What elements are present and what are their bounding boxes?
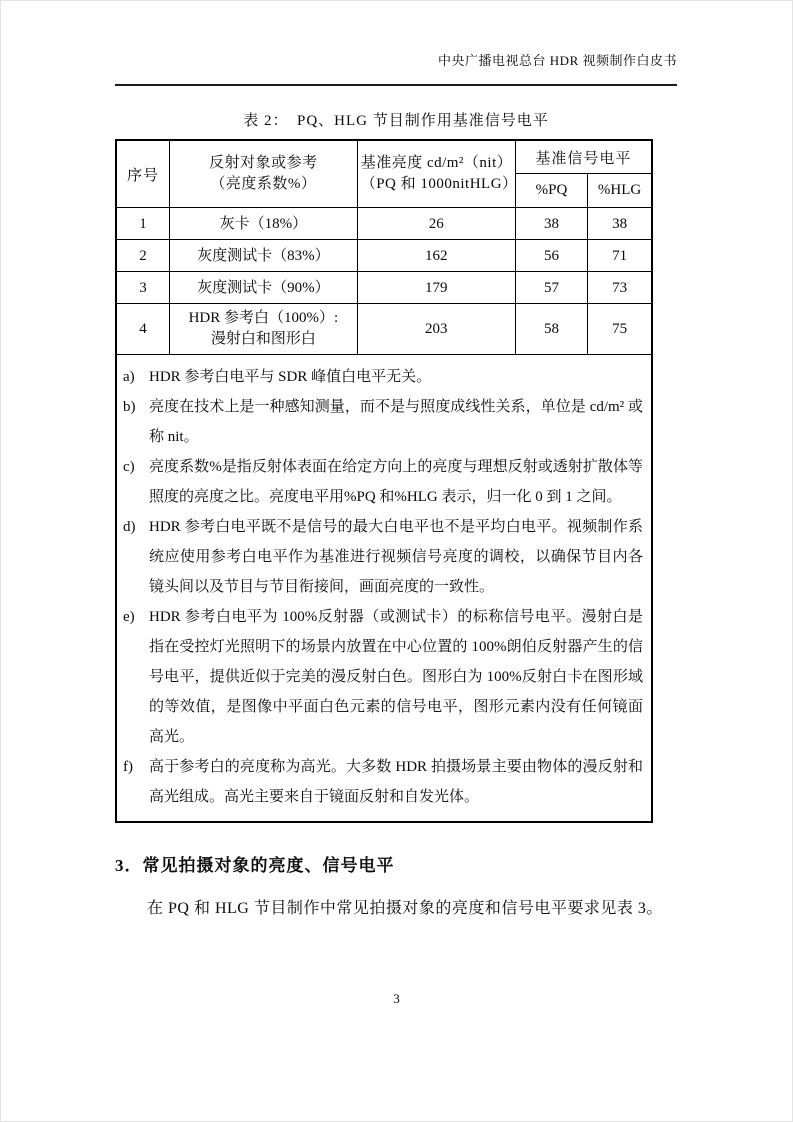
cell-object (170, 304, 358, 355)
col-header-luminance-line1: 基准亮度 cd/m²（nit） (360, 155, 513, 171)
cell-no: 2 (116, 240, 170, 272)
col-header-object-line1: 反射对象或参考 (209, 155, 318, 171)
cell-object: 灰卡（18%） (170, 208, 358, 240)
col-header-luminance (357, 140, 518, 208)
cell-hlg: 73 (588, 272, 652, 304)
note-text: 高于参考白的亮度称为高光。大多数 HDR 拍摄场景主要由物体的漫反射和高光组成。高光主要来自于镜面反射和自发光体。 (149, 759, 643, 805)
note-label: a) (123, 369, 135, 385)
body-paragraph: 在 PQ 和 HLG 节目制作中常见拍摄对象的亮度和信号电平要求见表 3。 (147, 900, 663, 917)
notes-row (116, 355, 652, 823)
note-label: d) (123, 519, 136, 535)
col-header-object (170, 140, 358, 208)
note-text: HDR 参考白电平与 SDR 峰值白电平无关。 (149, 369, 432, 385)
note-item-f (123, 752, 643, 812)
reference-signal-level-table (115, 139, 653, 823)
page-number: 3 (393, 991, 400, 1006)
col-header-no: 序号 (116, 140, 170, 208)
note-item-e (123, 602, 643, 752)
note-item-c (123, 452, 643, 512)
cell-hlg: 75 (588, 304, 652, 355)
cell-pq: 56 (515, 240, 587, 272)
table-row (116, 240, 652, 272)
note-label: f) (123, 759, 133, 775)
col-header-object-line2: （亮度系数%） (210, 176, 317, 192)
col-header-signal-group: 基准信号电平 (515, 140, 652, 174)
col-header-luminance-line2: （PQ 和 1000nitHLG） (360, 176, 518, 192)
cell-no: 3 (116, 272, 170, 304)
table-row (116, 304, 652, 355)
col-header-hlg: %HLG (588, 174, 652, 208)
note-item-a (123, 362, 643, 392)
note-item-b (123, 392, 643, 452)
note-text: HDR 参考白电平为 100%反射器（或测试卡）的标称信号电平。漫射白是指在受控灯光照明下的场景内放置在中心位置的 100%朗伯反射器产生的信号电平，提供近似于完美的漫反射白色。图形白为 100%反射白卡在图形域的等效值，是图像中平面白色元素的信号电平，图形元素内没有任何镜面高光。 (149, 609, 643, 745)
cell-object-line1: HDR 参考白（100%）: (188, 310, 339, 326)
section-heading: 3．常见拍摄对象的亮度、信号电平 (115, 856, 395, 875)
cell-luminance: 179 (357, 272, 515, 304)
note-item-d (123, 512, 643, 602)
cell-hlg: 38 (588, 208, 652, 240)
note-label: b) (123, 399, 136, 415)
note-label: e) (123, 609, 135, 625)
note-text: HDR 参考白电平既不是信号的最大白电平也不是平均白电平。视频制作系统应使用参考白电平作为基准进行视频信号亮度的调校，以确保节目内各镜头间以及节目与节目衔接间，画面亮度的一致性。 (149, 519, 643, 595)
cell-no: 4 (116, 304, 170, 355)
table-row (116, 272, 652, 304)
cell-pq: 38 (515, 208, 587, 240)
note-text: 亮度在技术上是一种感知测量，而不是与照度成线性关系，单位是 cd/m² 或称 nit。 (149, 399, 643, 445)
col-header-pq: %PQ (515, 174, 587, 208)
table-notes (116, 355, 652, 823)
table-row (116, 208, 652, 240)
cell-object: 灰度测试卡（90%） (170, 272, 358, 304)
cell-hlg: 71 (588, 240, 652, 272)
note-text: 亮度系数%是指反射体表面在给定方向上的亮度与理想反射或透射扩散体等照度的亮度之比。亮度电平用%PQ 和%HLG 表示，归一化 0 到 1 之间。 (149, 459, 643, 505)
cell-luminance: 26 (357, 208, 515, 240)
cell-no: 1 (116, 208, 170, 240)
cell-object-line2: 漫射白和图形白 (210, 331, 316, 347)
running-head: 中央广播电视总台 HDR 视频制作白皮书 (115, 50, 677, 86)
cell-luminance: 203 (357, 304, 515, 355)
cell-pq: 57 (515, 272, 587, 304)
table-caption: 表 2： PQ、HLG 节目制作用基准信号电平 (243, 113, 549, 129)
note-label: c) (123, 459, 135, 475)
cell-luminance: 162 (357, 240, 515, 272)
cell-pq: 58 (515, 304, 587, 355)
cell-object: 灰度测试卡（83%） (170, 240, 358, 272)
